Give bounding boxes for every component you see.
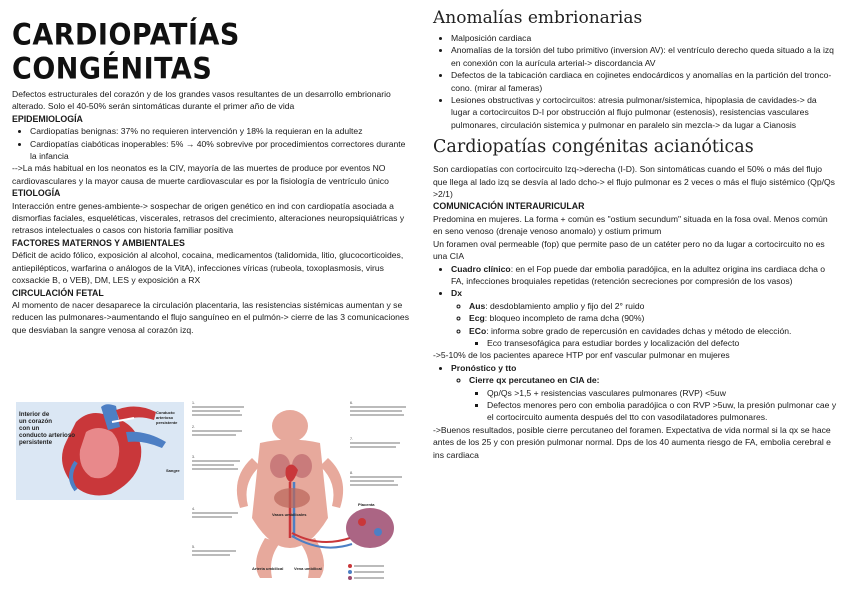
fig2-label-bottom-left: Arteria umbilical — [252, 566, 284, 571]
page-title: CARDIOPATÍAS CONGÉNITAS — [12, 18, 240, 87]
anomalias-list — [433, 32, 838, 131]
svg-text:4.: 4. — [192, 507, 195, 511]
fig2-label-center: Vasos umbilicales — [272, 512, 307, 517]
dx-item — [451, 287, 838, 349]
heart-pda-illustration — [16, 402, 184, 500]
dx-label: Dx — [451, 288, 462, 299]
epidemiologia-note: -->La más habitual en los neonatos es la CIV, mayoría de las muertes de produce por eventos NO cardiovasculares y la mayor causa de muerte cardiovascular es por la fisiología de ventrículo único — [12, 163, 389, 186]
fig1-label-top-right: Conducto arterioso persistente — [156, 410, 178, 425]
factores-text: Déficit de acido fólico, exposición al alcohol, cocaina, medicamentos (talidomida, litio, glucocorticoides, antiepilépticos, warfarina o análogos de la VitA), infecciones víricas (rubeola, toxoplasmosis, virus coxsackie B, o VEB), DM, LES y exposición a RX — [12, 250, 404, 286]
list-item: • Defectos de la tabicación cardiaca en cojinetes endocárdicos y anomalías en la partición del tronco-cono. (mirar al fameras) — [451, 69, 838, 94]
pronostico-item — [451, 362, 838, 424]
dx-eco-text: : informa sobre grado de repercusión en cavidades dchas y método de elección. — [486, 325, 792, 336]
svg-text:8.: 8. — [350, 471, 353, 475]
cierre-label: Cierre qx percutaneo en CIA de: — [469, 375, 600, 386]
factores-heading: FACTORES MATERNOS Y AMBIENTALES — [12, 237, 185, 248]
section-title-anomalias: Anomalías embrionarias — [433, 8, 643, 28]
dx-aus-label: Aus — [469, 300, 486, 311]
etiologia-text: Interacción entre genes-ambiente-> sospechar de origen genético en ind con cardiopatía asociada a dismorfias faciales, esqueléticas, viscerales, retrasos del crecimiento, alteraciones neuropsiquiátricas y retrasos intelectuales o casos con historia familiar positiva — [12, 200, 405, 236]
intro-text: Defectos estructurales del corazón y de los grandes vasos resultantes de un desarrollo embrionario alterado. Solo el 40-50% serán sintomáticas durante el primer año de vida — [12, 89, 391, 112]
epidemiologia-list — [12, 125, 412, 162]
comunicacion-heading: COMUNICACIÓN INTERAURICULAR — [433, 201, 585, 212]
fig2-label-right: Placenta — [358, 502, 375, 507]
final-note: ->Buenos resultados, posible cierre percutaneo del foramen. Expectativa de vida normal si la qx se hace antes de los 25 y con presión pulmonar normal. Dps de los 40 aumenta riesgo de FA, embolia cerebral e ins cardiaca — [433, 424, 831, 460]
htp-note: ->5-10% de los pacientes aparece HTP por enf vascular pulmonar en mujeres — [433, 350, 730, 361]
epidemiologia-heading: EPIDEMIOLOGÍA — [12, 113, 83, 124]
dx-eco-label: ECo — [469, 325, 487, 336]
fig1-label-bottom-right: Sangre — [166, 468, 180, 473]
pronostico-list — [433, 362, 838, 424]
dx-sublist — [451, 300, 838, 350]
etiologia-heading: ETIOLOGÍA — [12, 188, 61, 199]
cierre-sublist — [469, 387, 838, 424]
circulacion-text: Al momento de nacer desaparece la circulación placentaria, las resistencias sistémicas aumentan y se reducen las pulmonares->aumentando el flujo sanguíneo en el pulmón-> cierre de las 3 comunicaciones que desviaban la sangre venosa al corazón izq. — [12, 299, 409, 335]
dx-ecg-label: Ecg — [469, 313, 485, 324]
svg-text:7.: 7. — [350, 437, 353, 441]
fetal-circulation-illustration — [190, 398, 412, 582]
cierre-item — [469, 374, 838, 424]
comunicacion-text-2: Un foramen oval permeable (fop) que permite paso de un catéter pero no da lugar a cortocircuito no es una CIA — [433, 238, 825, 262]
right-column — [433, 8, 838, 461]
list-item: ▪ Eco transesofágica para estudiar bordes y localización del defecto — [487, 337, 838, 349]
cierre-list — [451, 374, 838, 424]
list-item: • Lesiones obstructivas y cortocircuitos: atresia pulmonar/sistemica, hipoplasia de cavidades-> da lugar a cortocircuitos D-I por obstrucción al flujo pulmonar (estenosis), resistencias vasculares pulmonares, circulación sistemica y pulmonar en paralelo sin mezcla-> da lugar a Cianosis — [451, 94, 838, 131]
list-item: • Cardiopatías benignas: 37% no requieren intervención y 18% la requieran en la adultez — [30, 125, 412, 137]
figures-area — [12, 402, 412, 592]
cia-details-list — [433, 263, 838, 350]
svg-text:5.: 5. — [192, 545, 195, 549]
dx-eco-sublist — [469, 337, 838, 349]
dx-subitem — [469, 300, 838, 312]
dx-ecg-text: : bloqueo incompleto de rama dcha (90%) — [484, 313, 645, 324]
cuadro-clinico-item — [451, 263, 838, 288]
svg-text:3.: 3. — [192, 455, 195, 459]
dx-subitem — [469, 312, 838, 324]
dx-aus-text: : desdoblamiento amplio y fijo del 2° ruido — [485, 300, 645, 311]
circulacion-heading: CIRCULACIÓN FETAL — [12, 287, 104, 298]
svg-text:6.: 6. — [350, 401, 353, 405]
fig1-label-left: Interior de un corazón con un conducto arterioso persistente — [19, 411, 76, 446]
dx-subitem — [469, 325, 838, 350]
acianoticas-intro: Son cardiopatías con cortocircuito Izq->derecha (I-D). Son sintomáticas cuando el 50% o más del flujo que llega al lado izq se desvía al lado dcho-> el flujo pulmonar es 2 veces o más el flujo sistémico (Qp/Qs >2/1) — [433, 164, 835, 200]
cuadro-text: : en el Fop puede dar embolia paradójica, en la adultez origina ins cardiaca dcha o FA, infecciones broquiales repetidas (retención secreciones por compresión de los vasos) — [451, 263, 826, 286]
left-column — [12, 0, 412, 336]
svg-text:2.: 2. — [192, 425, 195, 429]
svg-text:1.: 1. — [192, 401, 195, 405]
pronostico-label: Pronóstico y tto — [451, 362, 517, 373]
list-item: • Cardiopatías ciabóticas inoperables: 5% → 40% sobrevive por procedimientos correctores durante la infancia — [30, 138, 412, 163]
comunicacion-text-1: Predomina en mujeres. La forma + común es "ostium secundum" situada en la fosa oval. Menos común en seno venoso (drenaje venoso anomalo) y ostium primum — [433, 213, 828, 237]
section-title-acianoticas: Cardiopatías congénitas acianóticas — [433, 137, 754, 158]
fig2-label-bottom-mid: Vena umbilical — [294, 566, 322, 571]
cuadro-label: Cuadro clínico — [451, 263, 511, 274]
list-item: • Malposición cardiaca — [451, 32, 838, 44]
list-item: ▪ Qp/Qs >1,5 + resistencias vasculares pulmonares (RVP) <5uw — [487, 387, 838, 399]
list-item: ▪ Defectos menores pero con embolia paradójica o con RVP >5uw, la presión pulmonar cae y el cortocircuito aumenta después del tto con vasodilatadores pulmonares. — [487, 399, 838, 424]
list-item: • Anomalías de la torsión del tubo primitivo (inversion AV): el ventrículo derecho queda situado a la izq en conexión con la aurícula arterial-> discordancia AV — [451, 44, 838, 69]
